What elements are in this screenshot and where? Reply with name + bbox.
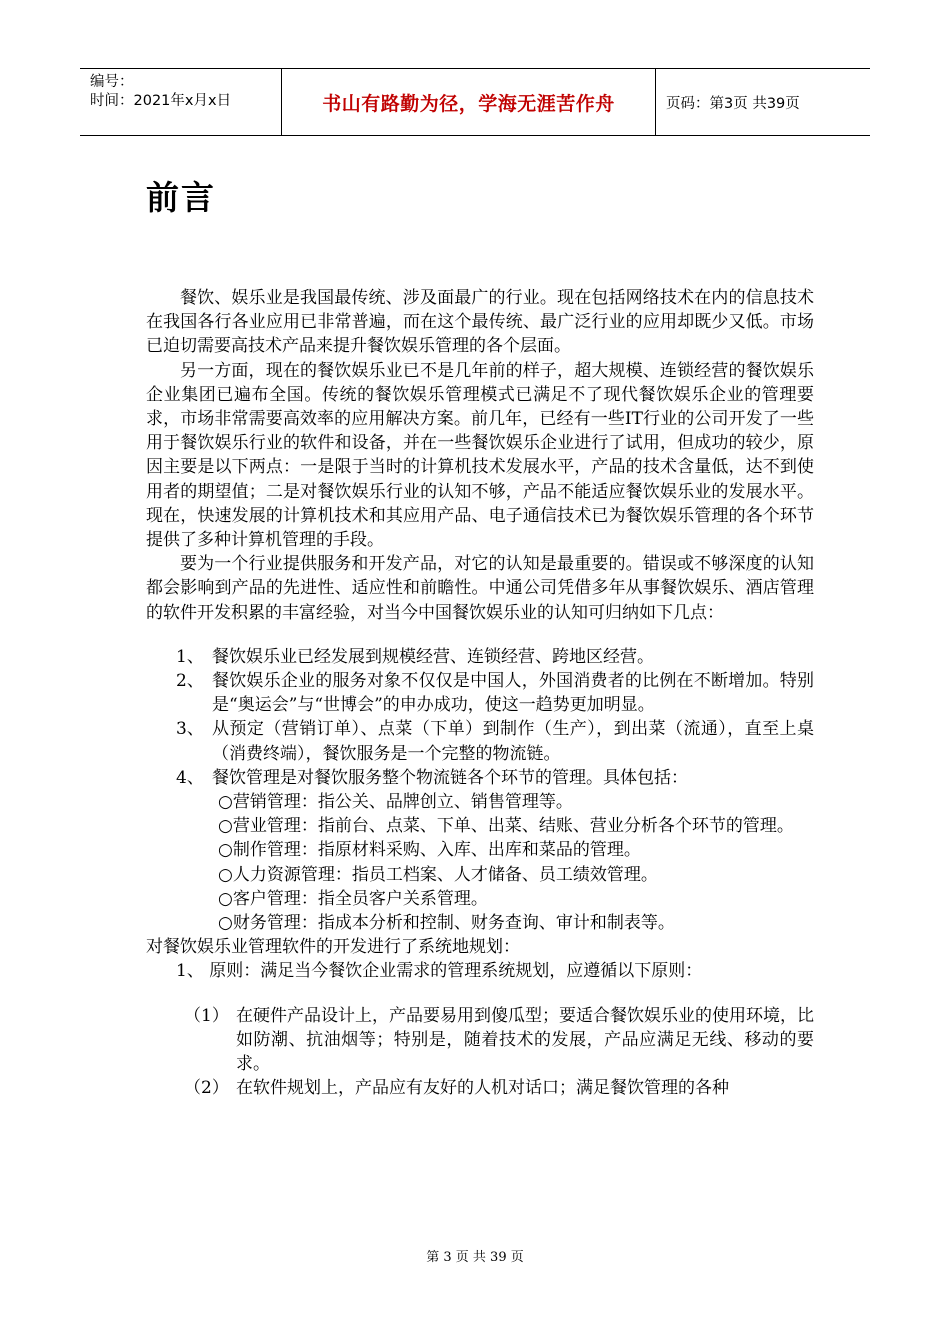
page-title: 前言 xyxy=(146,178,216,217)
list-text: 餐饮娱乐业已经发展到规模经营、连锁经营、跨地区经营。 xyxy=(212,646,654,667)
list-number: 3、 xyxy=(176,719,204,740)
principle-number: （1） xyxy=(184,1005,229,1026)
list-item xyxy=(146,717,814,765)
principle-item xyxy=(146,1004,814,1077)
header-page-info: 页码：第3页 共39页 xyxy=(666,95,800,112)
list-number: 2、 xyxy=(176,671,204,692)
page-header xyxy=(80,68,870,136)
sub-item: ○客户管理：指全员客户关系管理。 xyxy=(218,888,488,909)
list-item xyxy=(146,766,814,790)
sub-item: ○财务管理：指成本分析和控制、财务查询、审计和制表等。 xyxy=(218,913,675,934)
list-text: 餐饮管理是对餐饮服务整个物流链各个环节的管理。具体包括： xyxy=(212,767,688,788)
header-meta xyxy=(80,69,282,135)
document-body xyxy=(146,286,814,1101)
paragraph: 餐饮、娱乐业是我国最传统、涉及面最广的行业。现在包括网络技术在内的信息技术在我国各行各业应用已非常普遍，而在这个最传统、最广泛行业的应用却既少又低。市场已迫切需要高技术产品来提升餐饮娱乐管理的各个层面。 xyxy=(146,288,814,357)
list-number: 1、 xyxy=(176,646,204,667)
list-item xyxy=(146,669,814,717)
paragraph: 要为一个行业提供服务和开发产品，对它的认知是最重要的。错误或不够深度的认知都会影响到产品的先进性、适应性和前瞻性。中通公司凭借多年从事餐饮娱乐、酒店管理的软件开发积累的丰富经验，对当今中国餐饮娱乐业的认知可归纳如下几点： xyxy=(146,554,814,623)
principle-number: （2） xyxy=(184,1078,229,1099)
principle-text: 在软件规划上，产品应有友好的人机对话口；满足餐饮管理的各种 xyxy=(236,1078,729,1099)
sub-item: ○营销管理：指公关、品牌创立、销售管理等。 xyxy=(218,792,573,813)
principle-heading: 1、 原则：满足当今餐饮企业需求的管理系统规划，应遵循以下原则： xyxy=(176,961,703,982)
sub-item: ○制作管理：指原材料采购、入库、出库和菜品的管理。 xyxy=(218,840,641,861)
page-footer: 第 3 页 共 39 页 xyxy=(426,1250,524,1265)
paragraph: 另一方面，现在的餐饮娱乐业已不是几年前的样子，超大规模、连锁经营的餐饮娱乐企业集团已遍布全国。传统的餐饮娱乐管理模式已满足不了现代餐饮娱乐企业的管理要求，市场非常需要高效率的应用解决方案。前几年，已经有一些IT行业的公司开发了一些用于餐饮娱乐行业的软件和设备，并在一些餐饮娱乐企业进行了试用，但成功的较少，原因主要是以下两点：一是限于当时的计算机技术发展水平，产品的技术含量低，达不到使用者的期望值；二是对餐饮娱乐行业的认知不够，产品不能适应餐饮娱乐业的发展水平。现在，快速发展的计算机技术和其应用产品、电子通信技术已为餐饮娱乐管理的各个环节提供了多种计算机管理的手段。 xyxy=(146,360,814,551)
header-motto: 书山有路勤为径，学海无涯苦作舟 xyxy=(282,69,656,135)
code-label: 编号： xyxy=(90,74,134,90)
list-text: 餐饮娱乐企业的服务对象不仅仅是中国人，外国消费者的比例在不断增加。特别是“奥运会”与“世博会”的申办成功，使这一趋势更加明显。 xyxy=(212,671,814,716)
principle-text: 在硬件产品设计上，产品要易用到傻瓜型；要适合餐饮娱乐业的使用环境，比如防潮、抗油烟等；特别是，随着技术的发展，产品应满足无线、移动的要求。 xyxy=(236,1005,814,1075)
list-item xyxy=(146,645,814,669)
list-number: 4、 xyxy=(176,767,204,788)
sub-item: ○人力资源管理：指员工档案、人才储备、员工绩效管理。 xyxy=(218,864,658,885)
principle-item xyxy=(146,1076,814,1100)
list-text: 从预定（营销订单）、点菜（下单）到制作（生产），到出菜（流通），直至上桌（消费终端），餐饮服务是一个完整的物流链。 xyxy=(212,719,814,764)
sub-item: ○营业管理：指前台、点菜、下单、出菜、结账、营业分析各个环节的管理。 xyxy=(218,816,794,837)
planning-intro: 对餐饮娱乐业管理软件的开发进行了系统地规划： xyxy=(146,937,520,958)
time-label: 时间：2021年x月x日 xyxy=(90,93,232,109)
